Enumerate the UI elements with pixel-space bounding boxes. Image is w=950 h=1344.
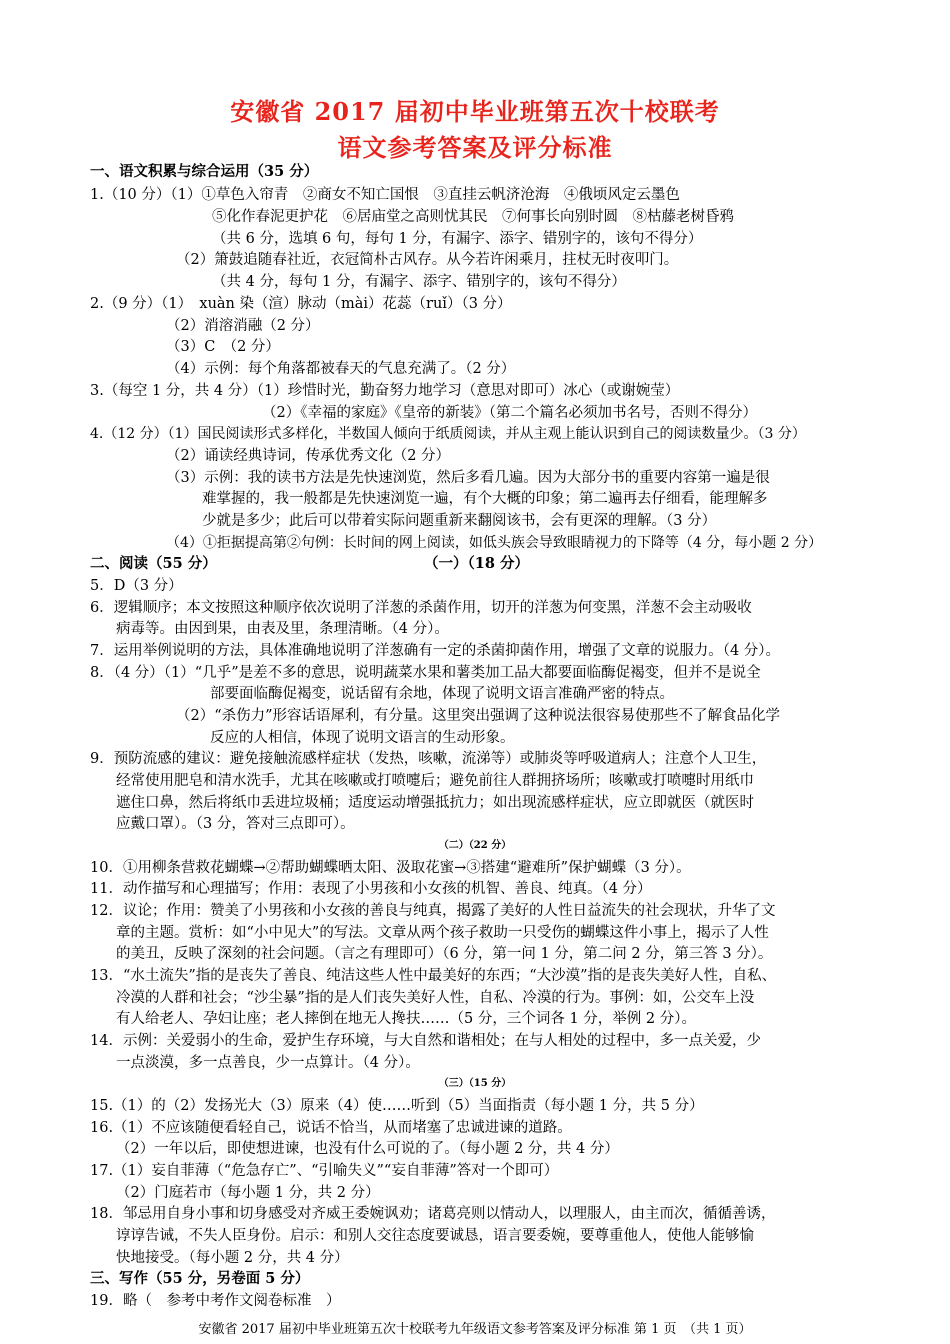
answer-line: 遮住口鼻，然后将纸巾丢进垃圾桶；适度运动增强抵抗力；如出现流感样症状，应立即就医（就医时 [116,795,754,811]
answer-line: 3.（每空 1 分，共 4 分）（1）珍惜时光，勤奋努力地学习（意思对即可）冰心（或谢婉莹） [90,383,680,399]
answer-line: ⑤化作春泥更护花 ⑥居庙堂之高则忧其民 ⑦何事长向别时圆 ⑧枯藤老树昏鸦 [212,209,734,225]
answer-line: 冷漠的人群和社会；“沙尘暴”指的是人们丧失美好人性，自私、冷漠的行为。事例：如，公交车上没 [116,990,755,1006]
answer-line: 11．动作描写和心理描写；作用：表现了小男孩和小女孩的机智、善良、纯真。（4 分） [90,881,652,897]
answer-line: （2）《幸福的家庭》《皇帝的新装》（第二个篇名必须加书名号，否则不得分） [262,405,757,421]
answer-line: 2.（9 分）（1） xuàn 染（渲）脉动（mài）花蕊（ruǐ）（3 分） [90,296,512,312]
answer-line: （2）门庭若市（每小题 1 分，共 2 分） [116,1185,380,1201]
answer-line: 谆谆告诫，不失人臣身份。启示：和别人交往态度要诚恳，语言要委婉，要尊重他人，使他人能够愉 [116,1228,754,1244]
answer-line: 8．（4 分）（1）“几乎”是差不多的意思，说明蔬菜水果和薯类加工品大都要面临酶促褐变，但并不是说全 [90,665,761,681]
answer-line: 6．逻辑顺序；本文按照这种顺序依次说明了洋葱的杀菌作用，切开的洋葱为何变黑，洋葱不会主动吸收 [90,600,752,616]
answer-line: （2）一年以后，即使想进谏，也没有什么可说的了。（每小题 2 分，共 4 分） [116,1141,619,1157]
answer-line: 4.（12 分）（1）国民阅读形式多样化，半数国人倾向于纸质阅读，并从主观上能认识到自己的阅读数量少。（3 分） [90,426,806,442]
answer-line: 快地接受。（每小题 2 分，共 4 分） [116,1250,349,1266]
subsection-heading: （二）（22 分） [438,840,512,851]
page-footer: 安徽省 2017 届初中毕业班第五次十校联考九年级语文参考答案及评分标准 第 1 页 （共 1 页） [198,1322,752,1337]
answer-line: 的美丑，反映了深刻的社会问题。（言之有理即可）（6 分，第一问 1 分，第二问 2 分，第三答 3 分）。 [116,946,773,962]
answer-line: （2）诵读经典诗词，传承优秀文化（2 分） [166,448,451,464]
answer-line: 病毒等。由因到果，由表及里，条理清晰。（4 分）。 [116,621,449,637]
answer-line: 17.（1）妄自菲薄（“危急存亡”、“引喻失义”“妄自菲薄”答对一个即可） [90,1163,559,1179]
section-heading-3: 三、写作（55 分，另卷面 5 分） [90,1270,310,1287]
answer-line: 10．①用柳条营救花蝴蝶→②帮助蝴蝶晒太阳、汲取花蜜→③搭建“避难所”保护蝴蝶（3 分）。 [90,860,691,876]
section-heading-1: 一、语文积累与综合运用（35 分） [90,163,319,180]
answer-line: 5．D（3 分） [90,578,183,594]
answer-line: 9．预防流感的建议：避免接触流感样症状（发热，咳嗽，流涕等）或肺炎等呼吸道病人；注意个人卫生， [90,751,767,767]
answer-line: 一点淡漠，多一点善良，少一点算计。（4 分）。 [116,1055,420,1071]
subsection-heading: （三）（15 分） [438,1078,512,1089]
answer-line: （3）C （2 分） [166,339,280,355]
answer-line: （2）“杀伤力”形容话语犀利，有分量。这里突出强调了这种说法很容易使那些不了解食品化学 [176,708,781,724]
answer-line: 12．议论；作用：赞美了小男孩和小女孩的善良与纯真，揭露了美好的人性日益流失的社会现状，升华了文 [90,903,776,919]
section-heading-2: 二、阅读（55 分） [90,555,217,572]
answer-line: （4）示例：每个角落都被春天的气息充满了。（2 分） [166,361,516,377]
answer-line: （4）①拒据提高第②句例：长时间的网上阅读，如低头族会导致眼睛视力的下降等（4 分，每小题 2 分） [166,535,823,551]
answer-line: 18．邹忌用自身小事和切身感受对齐威王委婉讽劝；诸葛亮则以情动人，以理服人，由主而次，循循善诱， [90,1206,776,1222]
answer-line: 1.（10 分）（1）①草色入帘青 ②商女不知亡国恨 ③直挂云帆济沧海 ④俄顷风定云墨色 [90,187,680,203]
answer-line: 19．略（ 参考中考作文阅卷标准 ） [90,1293,341,1309]
subsection-heading: （一）（18 分） [424,555,529,572]
answer-line: 反应的人相信，体现了说明文语言的生动形象。 [210,730,515,746]
answer-line: 经常使用肥皂和清水洗手，尤其在咳嗽或打喷嚏后；避免前往人群拥挤场所；咳嗽或打喷嚏时用纸巾 [116,773,754,789]
answer-line: （2）消溶消融（2 分） [166,318,320,334]
document-title: 安徽省 2017 届初中毕业班第五次十校联考 [230,97,720,126]
answer-line: 16.（1）不应该随便看轻自己，说话不恰当，从而堵塞了忠诚进谏的道路。 [90,1120,572,1136]
document-subtitle: 语文参考答案及评分标准 [337,133,613,162]
answer-line: （2）箫鼓追随春社近，衣冠简朴古风存。从今若许闲乘月，拄杖无时夜叩门。 [176,252,679,268]
answer-line: 13．“水土流失”指的是丧失了善良、纯洁这些人性中最美好的东西；“大沙漠”指的是丧失美好人性，自私、 [90,968,777,984]
answer-line: 少就是多少；此后可以带着实际问题重新来翻阅该书，会有更深的理解。（3 分） [202,513,717,529]
scoring-note: （共 4 分，每句 1 分，有漏字、添字、错别字的，该句不得分） [212,274,626,290]
answer-line: 部要面临酶促褐变，说话留有余地，体现了说明文语言准确严密的特点。 [210,686,674,702]
answer-line: 有人给老人、孕妇让座；老人摔倒在地无人搀扶……（5 分，三个词各 1 分，举例 2 分）。 [116,1011,696,1027]
answer-line: 难掌握的，我一般都是先快速浏览一遍，有个大概的印象；第二遍再去仔细看，能理解多 [202,491,768,507]
answer-line: 15.（1）的（2）发扬光大（3）原来（4）使……听到（5）当面指责（每小题 1 分，共 5 分） [90,1098,704,1114]
scoring-note: （共 6 分，选填 6 句，每句 1 分，有漏字、添字、错别字的，该句不得分） [212,231,703,247]
answer-line: （3）示例：我的读书方法是先快速浏览，然后多看几遍。因为大部分书的重要内容第一遍是很 [166,470,770,486]
answer-line: 应戴口罩）。（3 分，答对三点即可）。 [116,816,355,832]
answer-line: 章的主题。赏析：如“小中见大”的写法。文章从两个孩子救助一只受伤的蝴蝶这件小事上，揭示了人性 [116,925,769,941]
answer-line: 14．示例：关爱弱小的生命，爱护生存环境，与大自然和谐相处；在与人相处的过程中，多一点关爱，少 [90,1033,761,1049]
answer-line: 7．运用举例说明的方法，具体准确地说明了洋葱确有一定的杀菌抑菌作用，增强了文章的说服力。（4 分）。 [90,643,781,659]
